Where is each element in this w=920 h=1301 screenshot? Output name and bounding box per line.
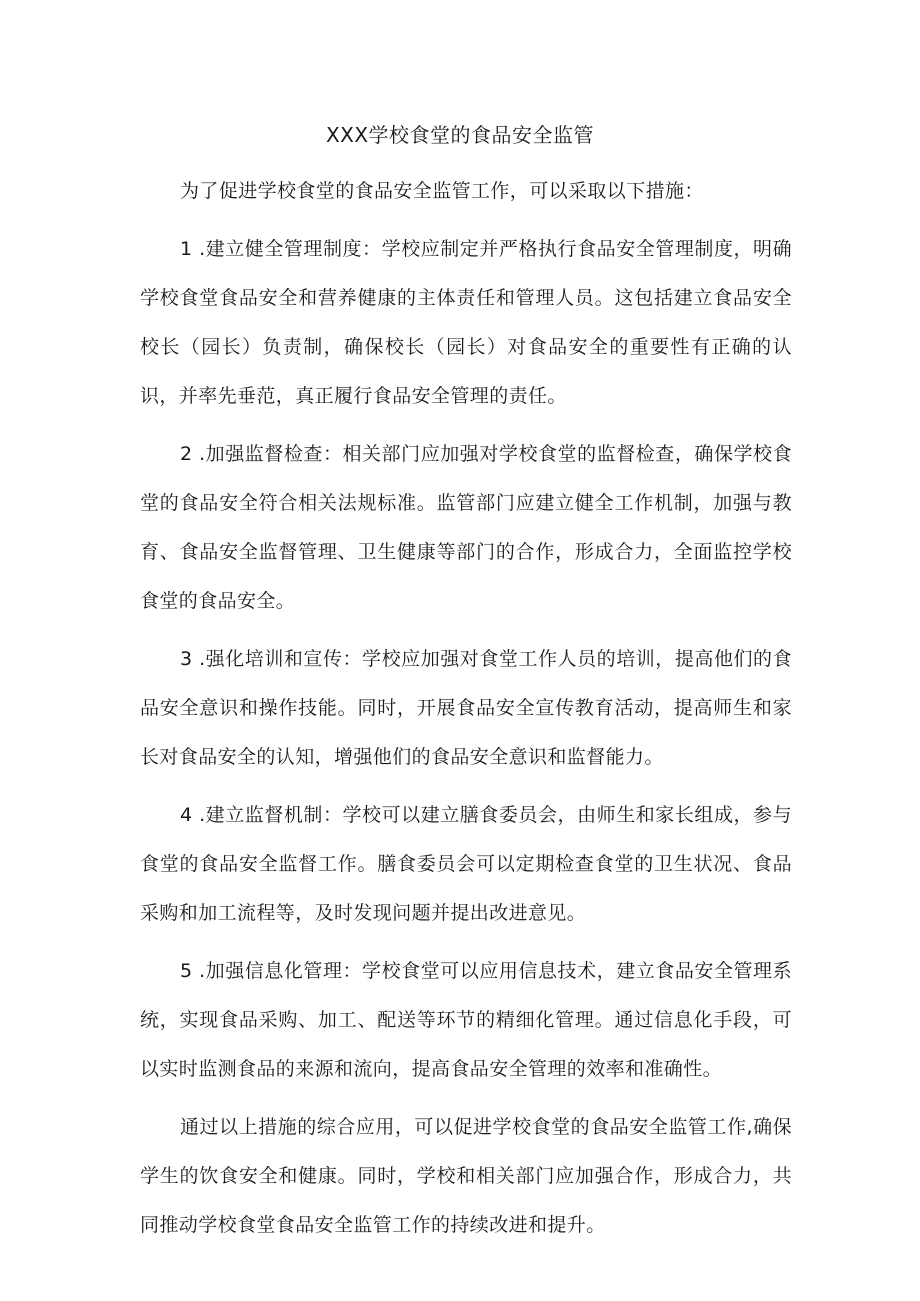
measure-5-paragraph: 5 .加强信息化管理：学校食堂可以应用信息技术，建立食品安全管理系统，实现食品采购、加工、配送等环节的精细化管理。通过信息化手段，可以实时监测食品的来源和流向，提高食品安全管理的效率和准确性。 <box>140 960 792 1080</box>
measure-1-paragraph: 1 .建立健全管理制度：学校应制定并严格执行食品安全管理制度，明确学校食堂食品安全和营养健康的主体责任和管理人员。这包括建立食品安全校长（园长）负责制，确保校长（园长）对食品安全的重要性有正确的认识，并率先垂范，真正履行食品安全管理的责任。 <box>140 238 792 407</box>
intro-paragraph: 为了促进学校食堂的食品安全监管工作，可以采取以下措施： <box>180 180 704 202</box>
measure-3-paragraph: 3 .强化培训和宣传：学校应加强对食堂工作人员的培训，提高他们的食品安全意识和操作技能。同时，开展食品安全宣传教育活动，提高师生和家长对食品安全的认知，增强他们的食品安全意识和监督能力。 <box>140 648 792 768</box>
conclusion-paragraph: 通过以上措施的综合应用，可以促进学校食堂的食品安全监管工作,确保学生的饮食安全和健康。同时，学校和相关部门应加强合作，形成合力，共同推动学校食堂食品安全监管工作的持续改进和提升。 <box>140 1116 792 1236</box>
document-body <box>140 167 792 1259</box>
measure-2-paragraph: 2 .加强监督检查：相关部门应加强对学校食堂的监督检查，确保学校食堂的食品安全符合相关法规标准。监管部门应建立健全工作机制，加强与教育、食品安全监督管理、卫生健康等部门的合作，形成合力，全面监控学校食堂的食品安全。 <box>140 443 792 612</box>
document-title: XXX学校食堂的食品安全监管 <box>325 123 595 147</box>
measure-4-paragraph: 4 .建立监督机制：学校可以建立膳食委员会，由师生和家长组成，参与食堂的食品安全监督工作。膳食委员会可以定期检查食堂的卫生状况、食品采购和加工流程等，及时发现问题并提出改进意见。 <box>140 804 792 924</box>
